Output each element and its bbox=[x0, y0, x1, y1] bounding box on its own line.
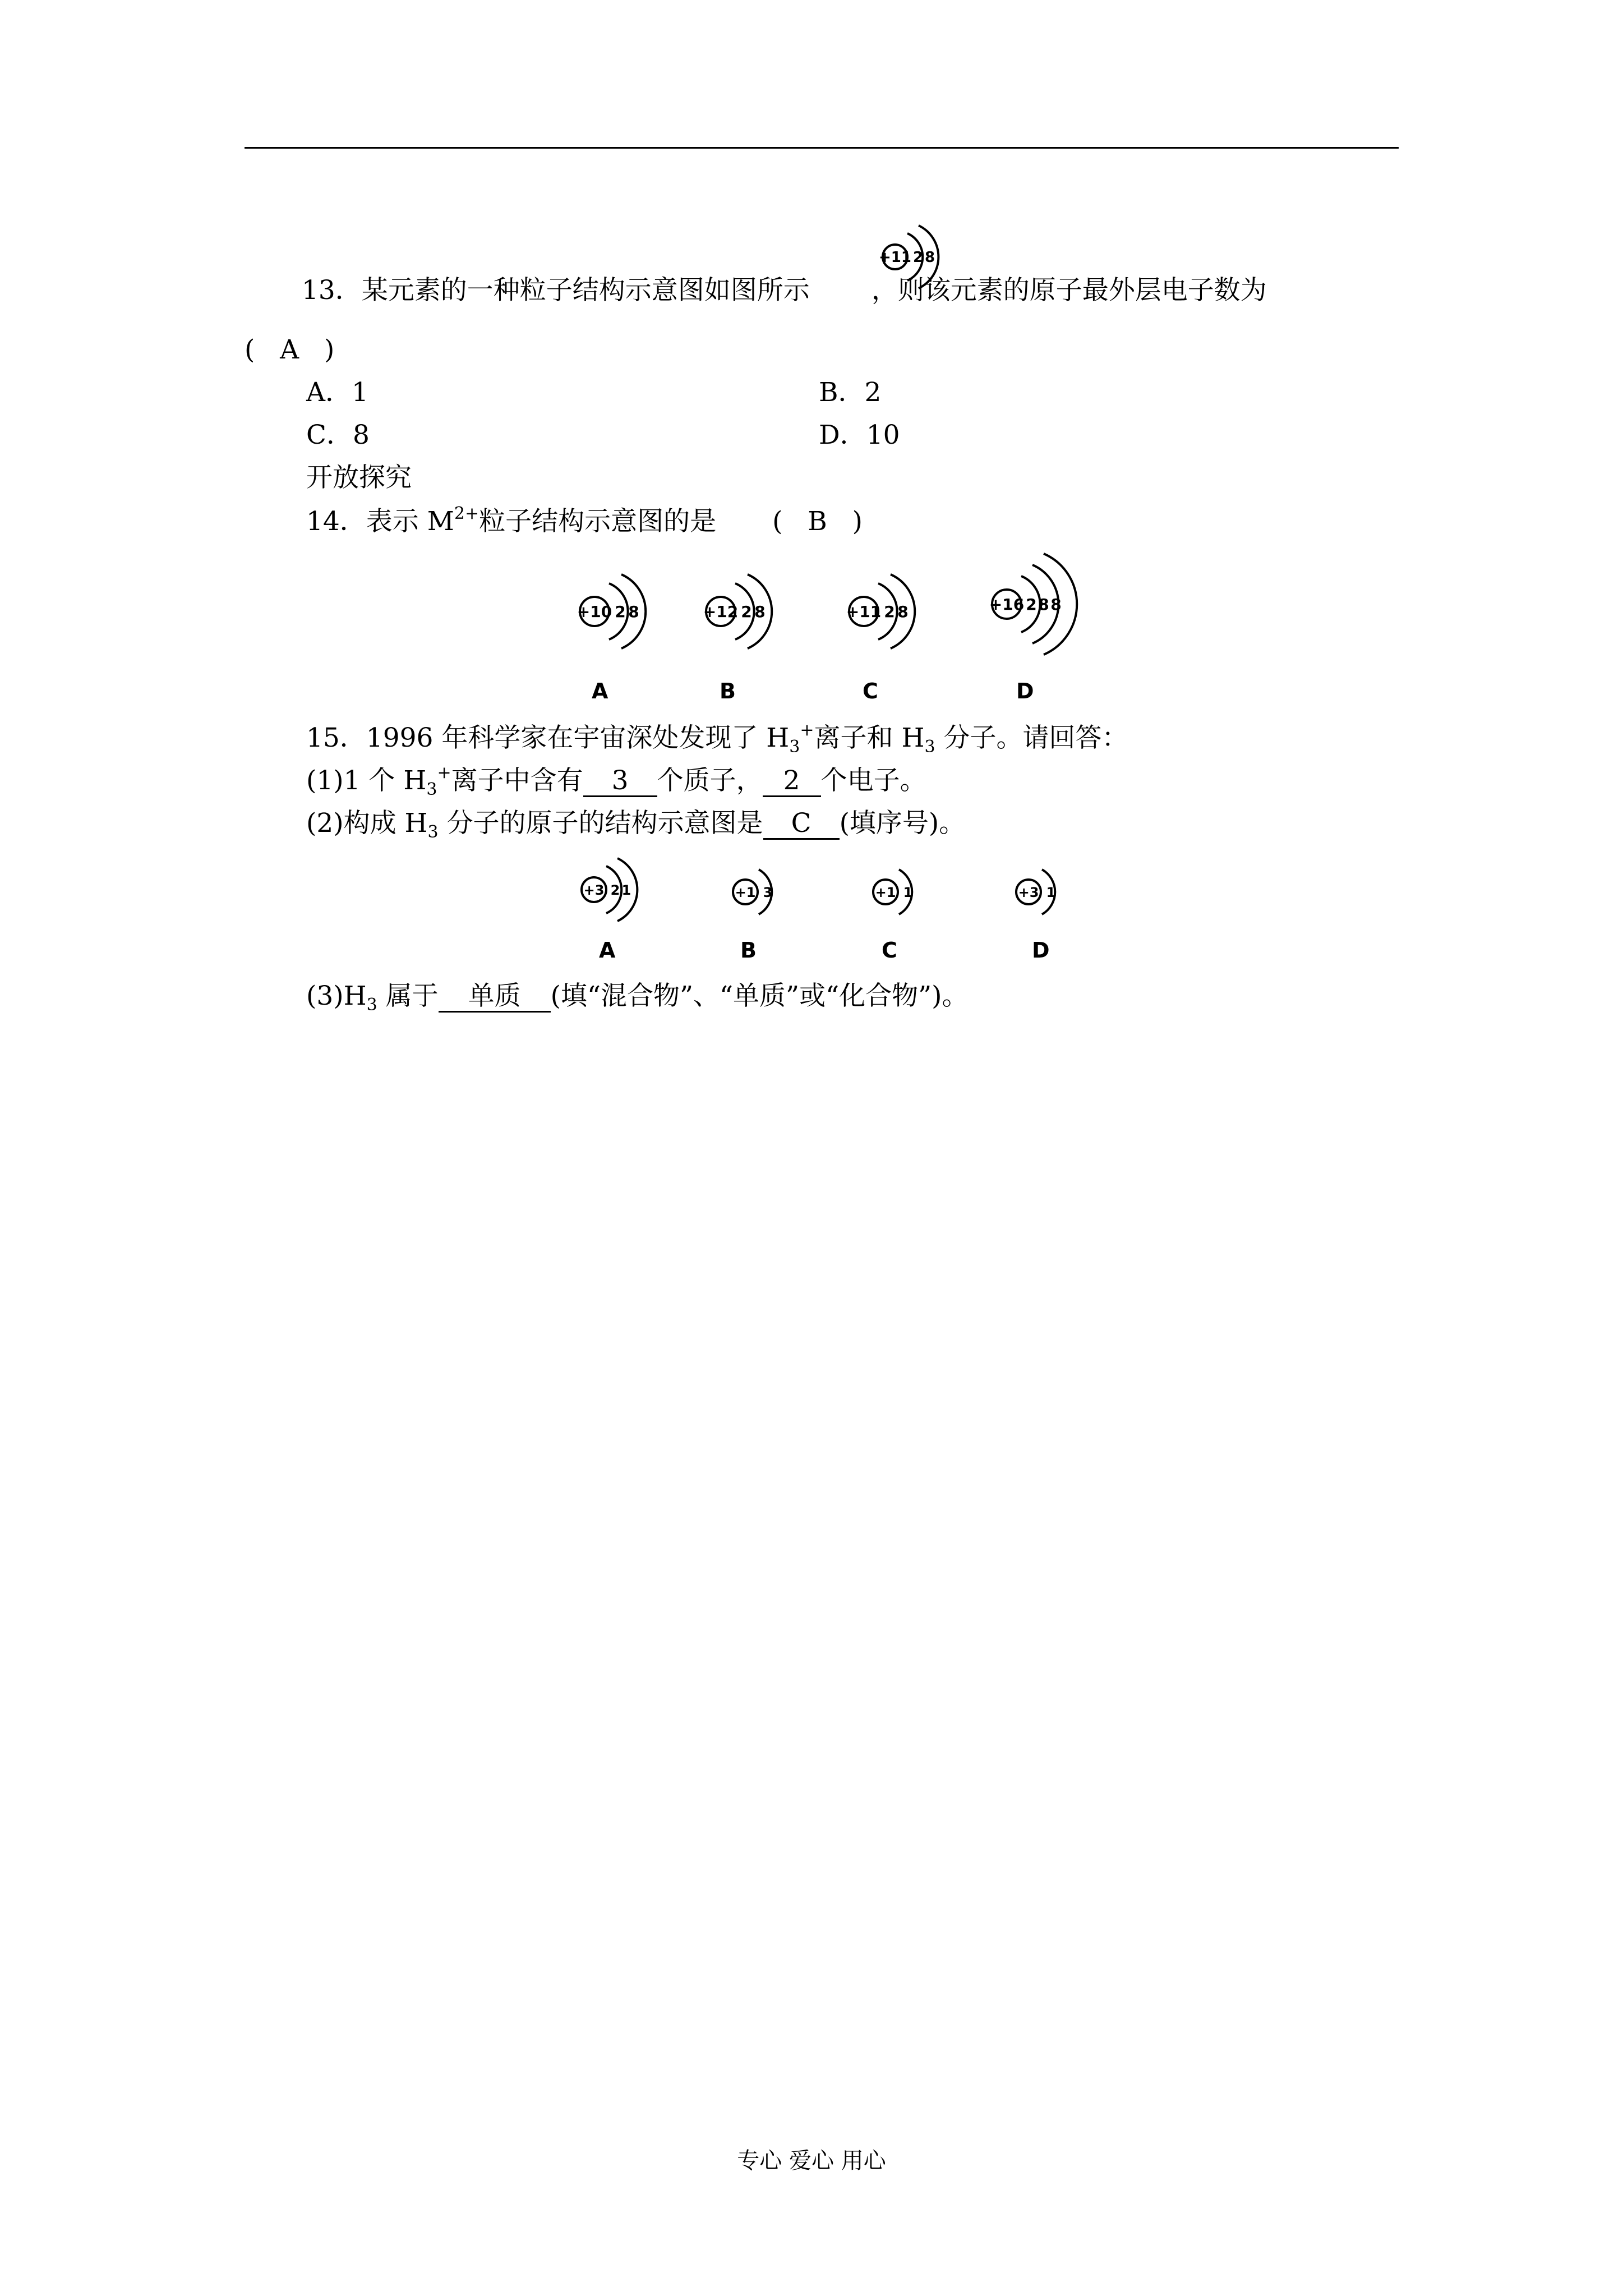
q13-stem-before: 13．某元素的一种粒子结构示意图如图所示 bbox=[302, 275, 810, 306]
svg-text:1: 1 bbox=[1046, 885, 1056, 900]
svg-text:+16: +16 bbox=[989, 595, 1025, 614]
q14-label-d: D bbox=[1016, 679, 1034, 703]
q15-p1-answer-electrons: 2 bbox=[763, 766, 821, 797]
q15-label-c: C bbox=[882, 938, 897, 963]
q15-part-2: (2)构成 $H_3$ 分子的原子的结构示意图是 C (填序号)。 bbox=[306, 808, 966, 842]
q13-atom-diagram bbox=[875, 218, 948, 307]
q14-stem: 14．表示 $M^{2+}$粒子结构示意图的是 ( B ) bbox=[306, 504, 863, 537]
q13-option-a: A．1 bbox=[306, 377, 368, 408]
q15-p1-answer-protons: 3 bbox=[583, 766, 657, 797]
shell-2-count: 8 bbox=[924, 249, 935, 266]
q15-label-a: A bbox=[599, 938, 616, 963]
q14-label-c: C bbox=[863, 679, 878, 703]
svg-text:2: 2 bbox=[884, 602, 895, 621]
q13-answer: ( A ) bbox=[245, 334, 335, 365]
q15-label-b: B bbox=[740, 938, 757, 963]
page-footer: 专心 爱心 用心 bbox=[737, 2148, 886, 2174]
svg-text:8: 8 bbox=[628, 602, 639, 621]
q13-option-b: B．2 bbox=[819, 377, 882, 408]
header-rule bbox=[245, 147, 1399, 149]
svg-text:8: 8 bbox=[897, 602, 909, 621]
q15-diagram-c bbox=[866, 858, 928, 926]
svg-text:+3: +3 bbox=[1018, 885, 1039, 900]
svg-text:8: 8 bbox=[754, 602, 766, 621]
shell-1-count: 2 bbox=[912, 249, 924, 266]
svg-text:+12: +12 bbox=[703, 602, 739, 621]
svg-text:2: 2 bbox=[610, 882, 620, 898]
svg-text:8: 8 bbox=[1038, 595, 1049, 614]
q13-stem bbox=[302, 274, 1267, 307]
svg-text:1: 1 bbox=[621, 882, 631, 898]
svg-text:+11: +11 bbox=[846, 602, 882, 621]
nucleus-charge: +11 bbox=[879, 249, 911, 266]
svg-text:2: 2 bbox=[615, 602, 626, 621]
q14-diagram-c bbox=[841, 567, 925, 662]
q15-stem: 15．1996 年科学家在宇宙深处发现了 $H_3^+$离子和 $H_3$ 分子。请回答： bbox=[306, 720, 1128, 757]
q13-stem-after: ，则该元素的原子最外层电子数为 bbox=[871, 275, 1267, 306]
svg-text:+3: +3 bbox=[583, 882, 605, 898]
q15-diagram-b bbox=[726, 858, 788, 926]
svg-text:2: 2 bbox=[741, 602, 752, 621]
q15-part-1: (1)1 个 $H_3^+$离子中含有 3 个质子， 2 个电子。 bbox=[306, 763, 926, 799]
q14-label-b: B bbox=[720, 679, 736, 703]
q14-diagram-a bbox=[572, 567, 656, 662]
section-label: 开放探究 bbox=[306, 462, 412, 493]
svg-text:2: 2 bbox=[1026, 595, 1037, 614]
q14-answer-value: B bbox=[808, 506, 827, 537]
svg-text:+1: +1 bbox=[875, 885, 896, 900]
q15-p3-answer: 单质 bbox=[439, 982, 551, 1013]
q15-part-3: $(3)H_3$ 属于 单质 (填“混合物”、“单质”或“化合物”)。 bbox=[306, 981, 969, 1015]
q15-diagram-d bbox=[1009, 858, 1071, 926]
q14-ion-charge: 2+ bbox=[454, 504, 479, 523]
q15-label-d: D bbox=[1032, 938, 1050, 963]
q13-option-d: D．10 bbox=[819, 420, 900, 450]
q14-diagram-d bbox=[984, 547, 1085, 665]
svg-text:3: 3 bbox=[763, 885, 773, 900]
q15-p2-answer: C bbox=[763, 809, 840, 840]
svg-text:+1: +1 bbox=[735, 885, 756, 900]
svg-text:+10: +10 bbox=[577, 602, 612, 621]
svg-text:1: 1 bbox=[903, 885, 913, 900]
q15-diagram-a bbox=[575, 852, 648, 930]
q14-diagram-b bbox=[698, 567, 782, 662]
q13-option-c: C．8 bbox=[306, 420, 370, 450]
q13-answer-value: A bbox=[280, 334, 299, 365]
svg-text:8: 8 bbox=[1050, 595, 1062, 614]
q14-label-a: A bbox=[592, 679, 608, 703]
